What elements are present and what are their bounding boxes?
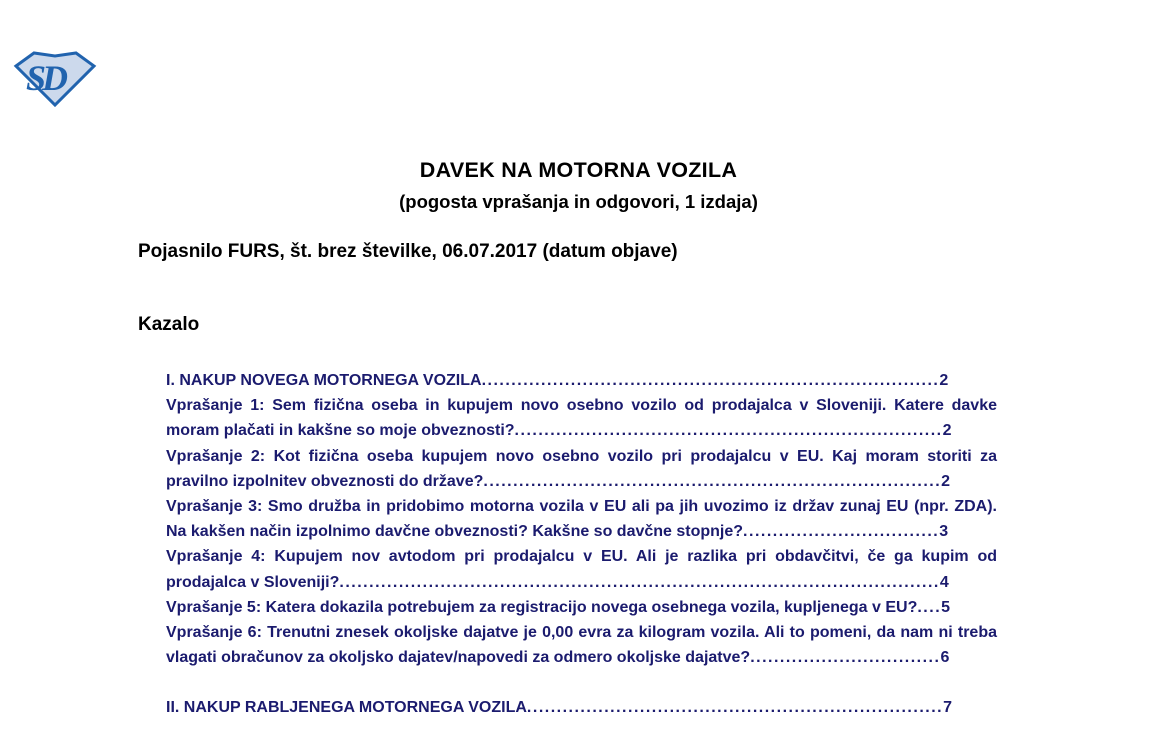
toc-page-number: 7 <box>943 699 952 717</box>
toc-entry-text: Vprašanje 4: Kupujem nov avtodom pri prodajalcu v EU. Ali je razlika pri obdavčitvi, če ga kupim od prodajalca v Sloveniji? <box>166 548 997 591</box>
toc-entry-text: Vprašanje 3: Smo družba in pridobimo motorna vozila v EU ali pa jih uvozimo iz držav zunaj EU (npr. ZDA). Na kakšen način izpolnimo davčne obveznosti? Kakšne so davčne stopnje? <box>166 498 997 541</box>
toc-page-number: 6 <box>940 649 950 667</box>
toc-entry-text: Vprašanje 1: Sem fizična oseba in kupujem novo osebno vozilo od prodajalca v Sloveniji. Katere davke moram plačati in kakšne so moje obveznosti? <box>166 397 997 440</box>
toc-entry[interactable] <box>166 595 997 620</box>
sd-logo-icon <box>13 49 97 107</box>
toc-dot-leader: ............................................................................. <box>481 372 940 389</box>
toc-right-margin-spacer <box>949 661 993 662</box>
toc-entry-text: II. NAKUP RABLJENEGA MOTORNEGA VOZILA <box>166 699 527 717</box>
toc-right-margin-spacer <box>949 586 993 587</box>
toc-entry[interactable] <box>166 544 997 594</box>
toc-list <box>166 368 997 721</box>
toc-page-number: 2 <box>942 422 952 440</box>
toc-entry-text: Vprašanje 2: Kot fizična oseba kupujem novo osebno vozilo pri prodajalcu v EU. Kaj moram storiti za pravilno izpolnitev obveznosti do države? <box>166 447 997 490</box>
toc-page-number: 3 <box>939 523 949 541</box>
toc-page-number: 4 <box>939 573 949 591</box>
toc-dot-leader: ................................ <box>750 649 941 667</box>
logo-letters: SD <box>26 58 65 98</box>
toc-page-number: 5 <box>941 598 951 616</box>
toc-page-number: 2 <box>941 472 951 490</box>
toc-entry[interactable] <box>166 368 997 393</box>
toc-dot-leader: ............................................................................. <box>483 472 942 490</box>
toc-dot-leader: ........................................................................ <box>514 422 943 440</box>
toc-dot-leader: ..................................................................................................... <box>339 573 940 591</box>
toc-right-margin-spacer <box>950 485 994 486</box>
document-title: DAVEK NA MOTORNA VOZILA <box>419 158 738 182</box>
toc-dot-leader: ...................................................................... <box>526 699 944 717</box>
toc-right-margin-spacer <box>948 384 992 385</box>
toc-entry-text: I. NAKUP NOVEGA MOTORNEGA VOZILA <box>166 372 482 389</box>
toc-right-margin-spacer <box>950 611 994 612</box>
toc-entry[interactable] <box>166 444 997 494</box>
toc-dot-leader: ................................. <box>743 523 940 541</box>
toc-entry-text: Vprašanje 5: Katera dokazila potrebujem za registracijo novega osebnega vozila, kupljenega v EU? <box>166 598 918 616</box>
toc-dot-leader: .... <box>917 598 942 616</box>
toc-page-number: 2 <box>939 372 949 389</box>
toc-entry[interactable] <box>166 494 997 544</box>
toc-entry[interactable] <box>166 393 997 443</box>
toc-entry[interactable] <box>166 695 997 720</box>
toc-right-margin-spacer <box>952 434 996 435</box>
reference-line: Pojasnilo FURS, št. brez številke, 06.07.2017 (datum objave) <box>138 241 678 262</box>
document-subtitle: (pogosta vprašanja in odgovori, 1 izdaja) <box>399 191 758 212</box>
toc-right-margin-spacer <box>948 535 992 536</box>
toc-entry[interactable] <box>166 620 997 670</box>
toc-heading: Kazalo <box>138 314 200 335</box>
toc-right-margin-spacer <box>952 711 996 712</box>
toc-entry-text: Vprašanje 6: Trenutni znesek okoljske dajatve je 0,00 evra za kilogram vozila. Ali to pomeni, da nam ni treba vlagati obračunov za okoljsko dajatev/napovedi za odmero okoljske dajatve? <box>166 624 997 667</box>
